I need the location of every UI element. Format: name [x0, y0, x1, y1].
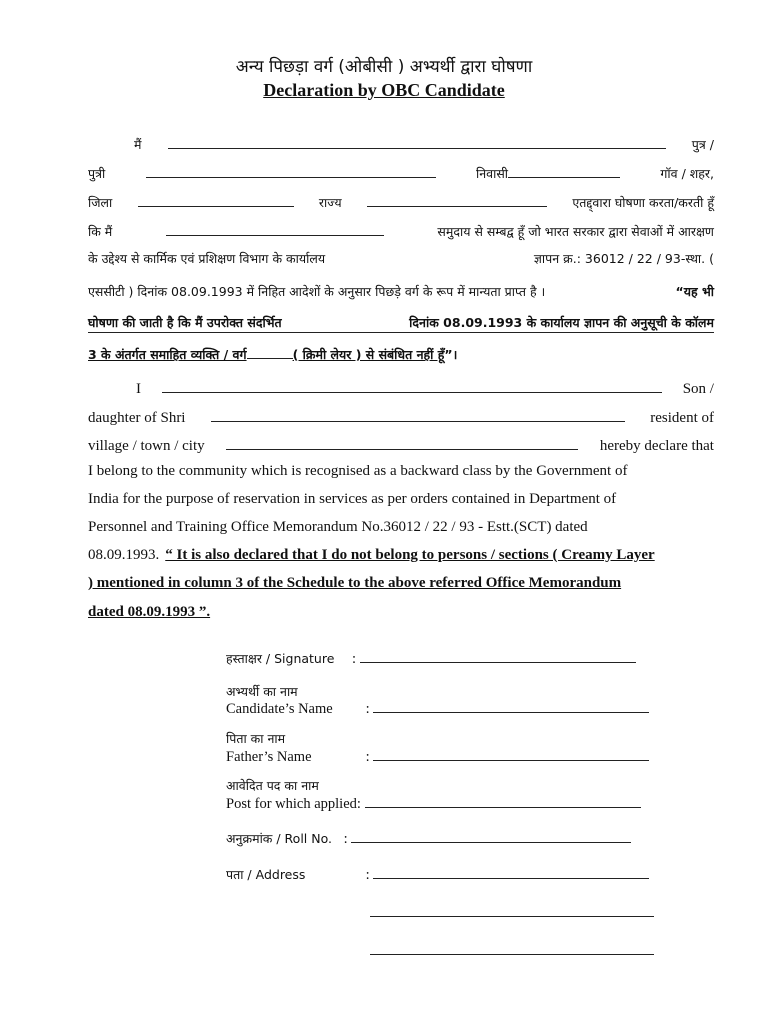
- name-blank: [162, 378, 662, 393]
- english-line-4: [88, 463, 714, 480]
- hindi-text: एससीटी ) दिनांक 08.09.1993 में निहित आदेशों के अनुसार पिछड़े वर्ग के रूप में मान्यता प्राप्त है ।: [88, 284, 546, 299]
- hindi-text: ( क्रिमी लेयर ) से संबंधित नहीं हूँ: [292, 347, 445, 362]
- english-text: Son /: [682, 381, 714, 397]
- father-name-label: Father’s Name: [226, 749, 312, 765]
- post-field[interactable]: [365, 795, 641, 808]
- hindi-line-8: [88, 345, 558, 363]
- post-label-hi-row: [226, 777, 319, 795]
- english-text: 08.09.1993.: [88, 547, 160, 563]
- address-row: [226, 866, 649, 884]
- english-text: dated 08.09.1993 ”.: [88, 604, 211, 620]
- english-text: daughter of Shri: [88, 410, 186, 426]
- english-text: resident of: [650, 410, 714, 426]
- hindi-text: ”।: [444, 347, 458, 362]
- hindi-line-6: [88, 283, 714, 300]
- hindi-text: दिनांक 08.09.1993 के कार्यालय ज्ञापन की अनुसूची के कॉलम: [409, 315, 714, 330]
- signature-label: हस्ताक्षर / Signature: [226, 651, 335, 666]
- english-text: ) mentioned in column 3 of the Schedule to the above referred Office Memorandum: [88, 575, 622, 591]
- english-text: India for the purpose of reservation in services as per orders contained in Department of: [88, 491, 617, 507]
- father-name-label-hi-row: [226, 730, 285, 748]
- post-label-hi: आवेदित पद का नाम: [226, 778, 319, 793]
- english-line-1: [88, 378, 714, 398]
- roll-row: [226, 830, 631, 848]
- hindi-text: एतद्द्वारा घोषणा करता/करती हूँ: [572, 195, 714, 210]
- hindi-line-4: [88, 221, 714, 240]
- candidate-name-label: Candidate’s Name: [226, 701, 333, 717]
- address-field-1[interactable]: [373, 866, 649, 879]
- community-blank: [166, 221, 384, 236]
- candidate-name-label-hi-row: [226, 683, 298, 701]
- english-text: I belong to the community which is recognised as a backward class by the Government of: [88, 463, 628, 479]
- roll-label: अनुक्रमांक / Roll No.: [226, 831, 333, 846]
- hindi-text: ज्ञापन क्र.: 36012 / 22 / 93-स्था. (: [533, 251, 714, 266]
- address-label: पता / Address: [226, 867, 306, 882]
- english-line-2: [88, 407, 714, 427]
- district-blank: [138, 192, 294, 207]
- english-line-5: [88, 491, 714, 508]
- english-text: hereby declare that: [599, 438, 714, 454]
- colon: :: [365, 867, 370, 883]
- title-hindi: अन्य पिछड़ा वर्ग (ओबीसी ) अभ्यर्थी द्वारा घोषणा: [235, 57, 533, 77]
- hindi-text: 3 के अंतर्गत समाहित व्यक्ति / वर्ग: [88, 347, 247, 362]
- hindi-line-7: [88, 314, 714, 333]
- colon: :: [365, 701, 370, 717]
- hindi-line-2: [88, 163, 714, 182]
- village-blank: [226, 435, 578, 450]
- parent-blank: [146, 163, 436, 178]
- hindi-text: निवासी: [475, 166, 509, 181]
- english-line-9: [88, 604, 714, 621]
- hindi-text: पुत्र /: [691, 137, 714, 152]
- english-text: village / town / city: [88, 438, 205, 454]
- signature-row: [226, 650, 636, 668]
- father-name-label-hi: पिता का नाम: [226, 731, 286, 746]
- post-label: Post for which applied:: [226, 796, 361, 812]
- colon: :: [352, 651, 357, 667]
- english-line-7: [88, 547, 714, 564]
- colon: :: [365, 749, 370, 765]
- roll-field[interactable]: [351, 830, 631, 843]
- hindi-line-1: [88, 134, 714, 153]
- father-blank: [211, 407, 625, 422]
- english-line-6: [88, 519, 714, 536]
- hindi-text: कि मैं: [88, 224, 113, 239]
- hindi-text: गॉव / शहर,: [660, 166, 714, 181]
- english-text: “ It is also declared that I do not belong to persons / sections ( Creamy Layer: [165, 547, 655, 563]
- post-row: [226, 795, 641, 813]
- hindi-text: मैं: [134, 137, 142, 152]
- state-blank: [367, 192, 547, 207]
- hindi-text: के उद्देश्य से कार्मिक एवं प्रशिक्षण विभाग के कार्यालय: [88, 251, 326, 266]
- address-field-3[interactable]: [370, 942, 654, 955]
- hindi-text: “यह भी: [675, 284, 714, 299]
- hindi-text: राज्य: [318, 195, 342, 210]
- underline-gap: [247, 345, 293, 359]
- hindi-text: पुत्री: [88, 166, 106, 181]
- hindi-text: जिला: [88, 195, 113, 210]
- hindi-text: समुदाय से सम्बद्व हूँ जो भारत सरकार द्वारा सेवाओं में आरक्षण: [437, 224, 714, 239]
- colon: :: [343, 831, 348, 847]
- english-text: I: [136, 381, 141, 397]
- hindi-line-3: [88, 192, 714, 211]
- hindi-line-5: [88, 250, 714, 267]
- residence-blank: [508, 163, 620, 178]
- address-field-2[interactable]: [370, 904, 654, 917]
- father-name-row: [226, 748, 649, 766]
- english-line-8: [88, 575, 714, 592]
- english-text: Personnel and Training Office Memorandum No.36012 / 22 / 93 - Estt.(SCT) dated: [88, 519, 588, 535]
- signature-field[interactable]: [360, 650, 636, 663]
- english-line-3: [88, 435, 714, 455]
- title-english: Declaration by OBC Candidate: [263, 80, 505, 100]
- name-blank: [168, 134, 666, 149]
- candidate-name-row: [226, 700, 649, 718]
- candidate-name-field[interactable]: [373, 700, 649, 713]
- father-name-field[interactable]: [373, 748, 649, 761]
- candidate-name-label-hi: अभ्यर्थी का नाम: [226, 684, 298, 699]
- hindi-text: घोषणा की जाती है कि मैं उपरोक्त संदर्भित: [88, 315, 282, 330]
